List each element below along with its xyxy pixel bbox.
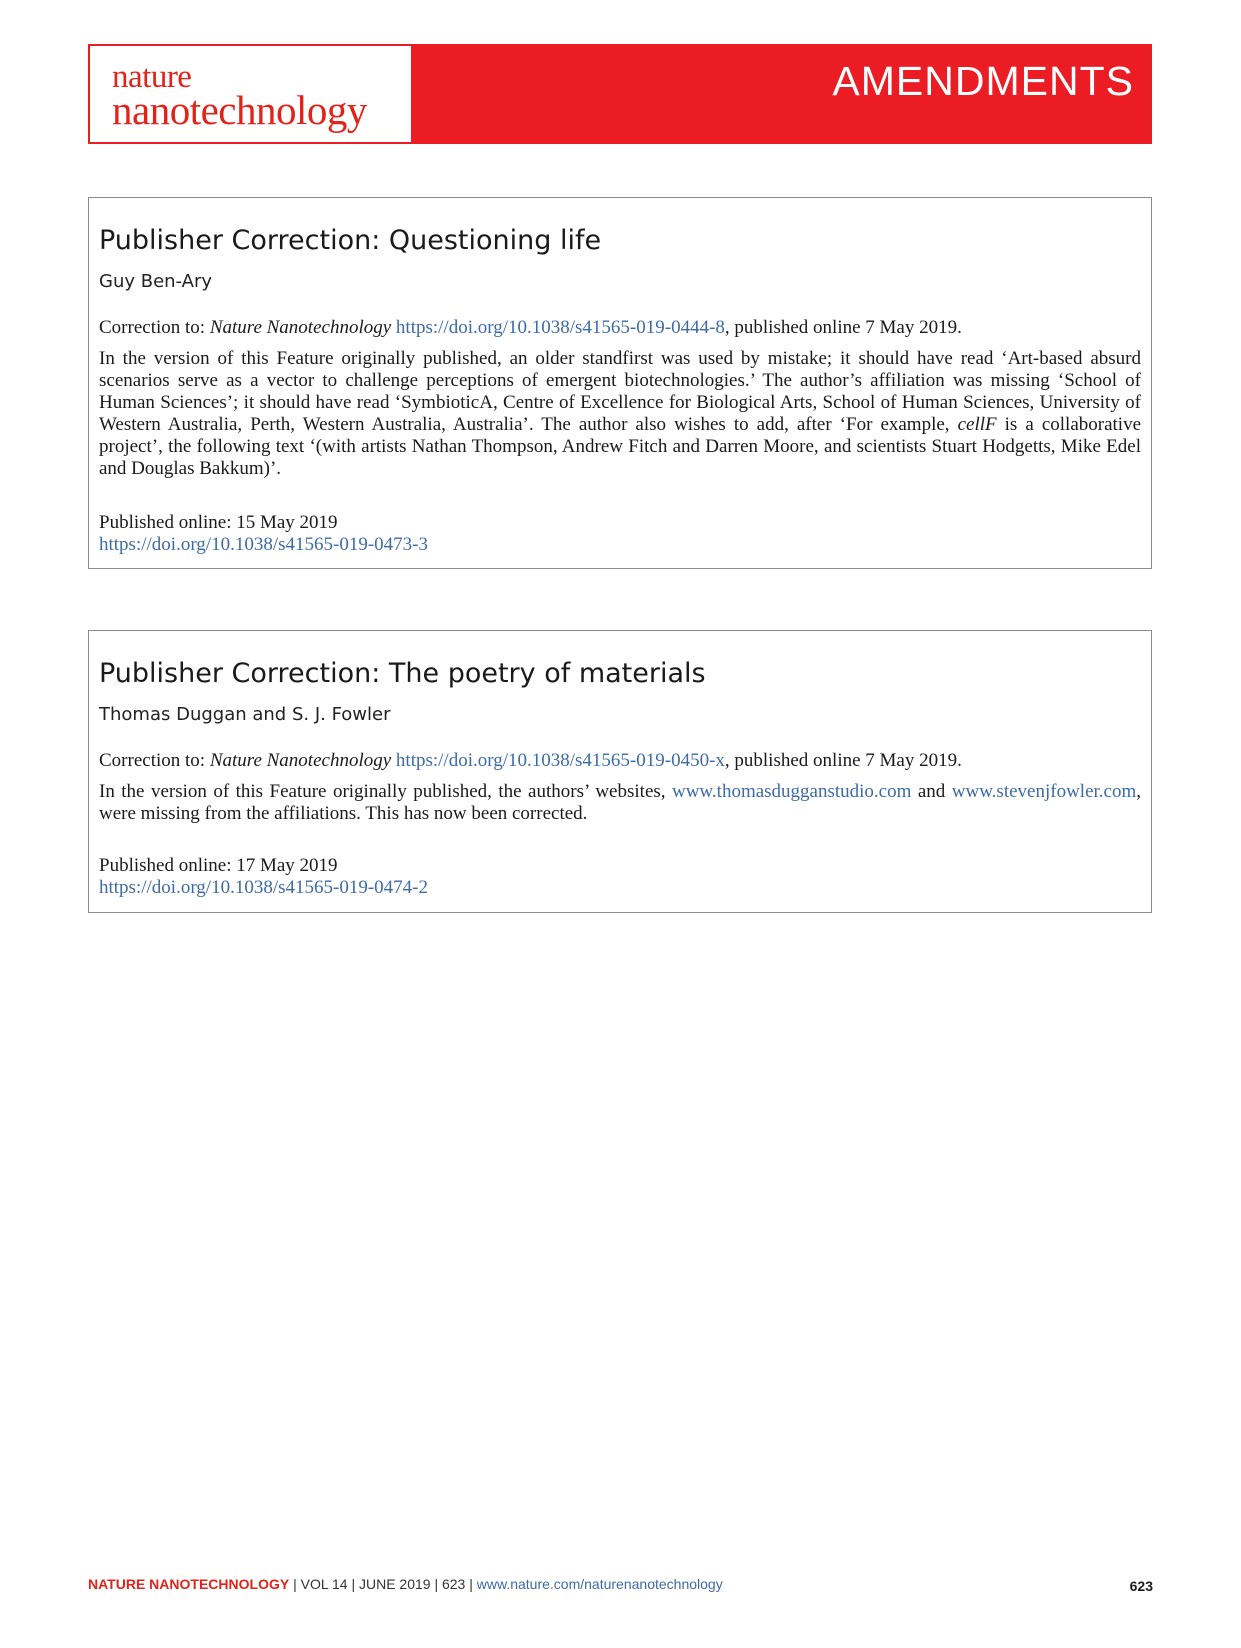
journal-name: Nature Nanotechnology	[209, 317, 392, 338]
body-italic: cellF	[957, 414, 997, 435]
correction-authors: Guy Ben-Ary	[99, 271, 213, 292]
journal-header	[88, 44, 1152, 144]
published-suffix: , published online 7 May 2019.	[724, 317, 962, 338]
body-text: , were missing from the affiliations. This has now been corrected.	[99, 781, 1141, 824]
original-doi-link[interactable]: https://doi.org/10.1038/s41565-019-0450-x	[395, 750, 725, 771]
correction-title: Publisher Correction: The poetry of materials	[99, 658, 706, 689]
correction-reference	[99, 316, 1141, 340]
correction-authors: Thomas Duggan and S. J. Fowler	[99, 704, 391, 725]
footer-details: | VOL 14 | JUNE 2019 | 623 |	[289, 1576, 477, 1592]
correction-prefix: Correction to:	[99, 317, 210, 338]
website-link-fowler[interactable]: www.stevenjfowler.com	[951, 781, 1137, 802]
published-online: Published online: 15 May 2019	[99, 512, 338, 533]
logo-word-nature: nature	[112, 59, 192, 95]
correction-prefix: Correction to:	[99, 750, 210, 771]
journal-name: Nature Nanotechnology	[209, 750, 392, 771]
correction-doi-link[interactable]: https://doi.org/10.1038/s41565-019-0474-2	[99, 877, 428, 898]
published-online: Published online: 17 May 2019	[99, 855, 338, 876]
page-number: 623	[1129, 1578, 1153, 1594]
section-label: AMENDMENTS	[832, 58, 1134, 104]
body-text: In the version of this Feature originally published, the authors’ websites,	[99, 781, 672, 802]
footer-url-link[interactable]: www.nature.com/naturenanotechnology	[476, 1576, 723, 1592]
body-text: is a collaborative project’, the following text ‘(with artists Nathan Thompson, Andrew Fitch and Darren Moore, and scientists Stuart Hodgetts, Mike Edel and Douglas Bakkum)’.	[99, 414, 1142, 479]
original-doi-link[interactable]: https://doi.org/10.1038/s41565-019-0444-8	[395, 317, 725, 338]
journal-logo[interactable]	[90, 46, 411, 142]
correction-doi-link[interactable]: https://doi.org/10.1038/s41565-019-0473-3	[99, 534, 428, 555]
correction-reference	[99, 749, 1141, 773]
website-link-duggan[interactable]: www.thomasdugganstudio.com	[671, 781, 912, 802]
logo-word-nanotechnology: nanotechnology	[112, 87, 367, 133]
body-text: and	[911, 781, 952, 802]
correction-title: Publisher Correction: Questioning life	[99, 225, 602, 256]
published-suffix: , published online 7 May 2019.	[724, 750, 962, 771]
correction-body	[99, 348, 1141, 480]
page-footer	[88, 1576, 723, 1592]
correction-notice-2	[88, 630, 1152, 913]
footer-journal: NATURE NANOTECHNOLOGY	[88, 1576, 290, 1592]
body-text: In the version of this Feature originally published, an older standfirst was used by mistake; it should have read ‘Art-based absurd scenarios serve as a vector to challenge perceptions of emergent biotechnologies.’ The author’s affiliation was missing ‘School of Human Sciences’; it should have read ‘SymbioticA, Centre of Excellence for Biological Arts, School of Human Sciences, University of Western Australia, Perth, Western Australia, Australia’. The author also wishes to add, after ‘For example,	[99, 348, 1141, 435]
correction-body	[99, 781, 1141, 825]
correction-notice-1	[88, 197, 1152, 569]
